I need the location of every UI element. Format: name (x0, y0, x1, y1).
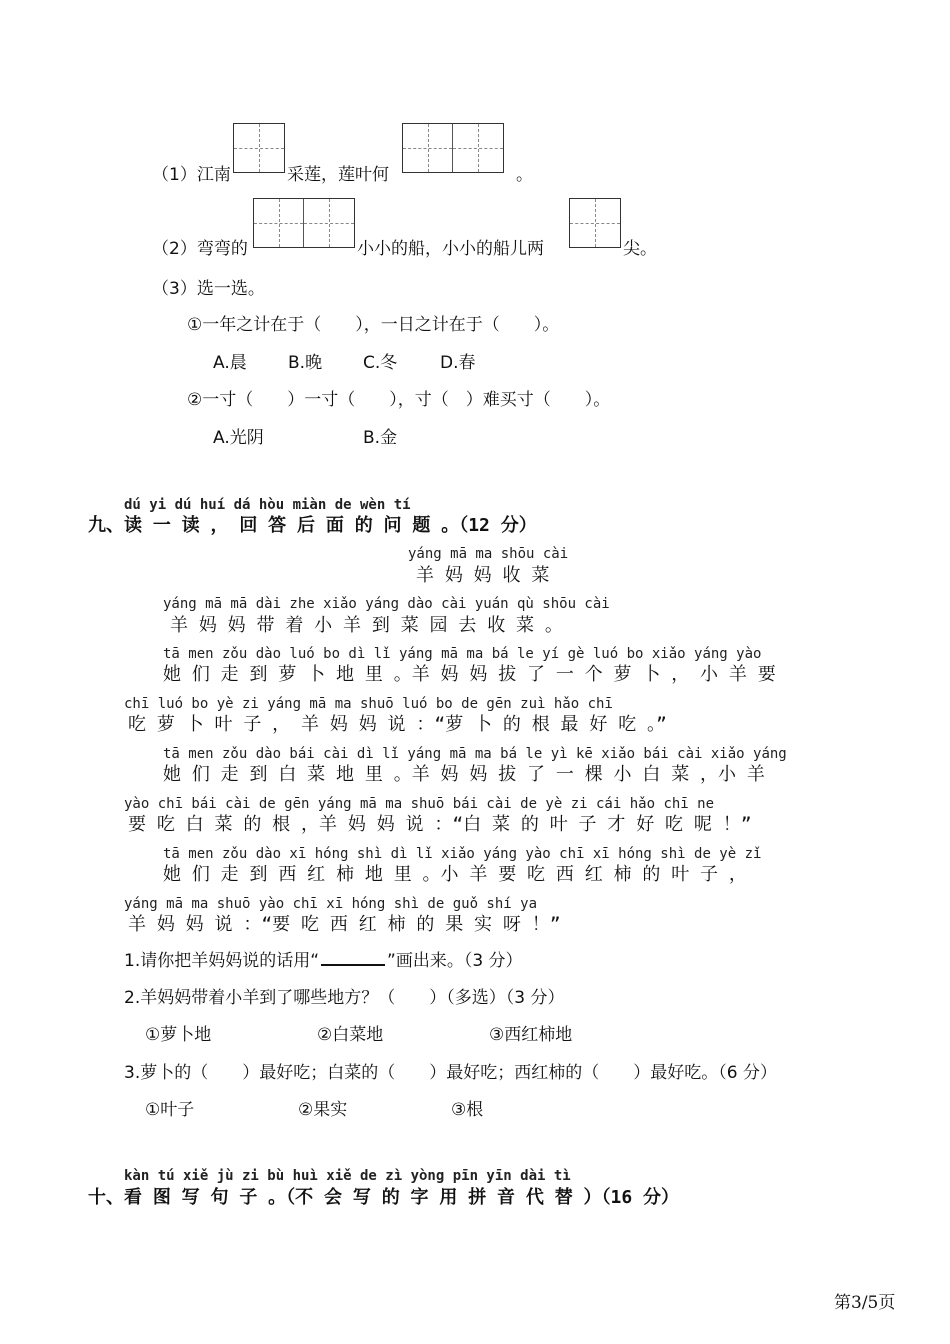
q9-heading-number: 九、 (88, 515, 124, 536)
q8-line2-prefix: （2）弯弯的 (152, 239, 248, 259)
passage-line-1-pinyin: yáng mā mā dài zhe xiǎo yáng dào cài yuán qù shōu cài (163, 596, 610, 612)
passage-line-6-pinyin: tā men zǒu dào xī hóng shì dì lǐ xiǎo yáng yào chī xī hóng shì de yè zǐ (163, 846, 762, 862)
q8-sub1-opt-d[interactable]: D.春 (440, 353, 476, 373)
passage-line-5: 要 吃 白 菜 的 根 ，羊 妈 妈 说 ：“白 菜 的 叶 子 才 好 吃 呢 ！” (128, 814, 752, 835)
grid-cell (453, 124, 503, 172)
q10-heading-number: 十、 (88, 1187, 124, 1208)
q9-q2-opt-3[interactable]: ③西红柿地 (489, 1025, 573, 1045)
q8-line1-mid: 采莲，莲叶何 (287, 165, 389, 185)
passage-line-3-pinyin: chī luó bo yè zi yáng mā ma shuō luó bo de gēn zuì hǎo chī (124, 696, 613, 712)
q8-sub2: ②一寸（ ）一寸（ ），寸（ ）难买寸（ ）。 (187, 390, 611, 410)
q9-heading-text: 读 一 读 ， 回 答 后 面 的 问 题 。（12 分） (124, 515, 537, 536)
q9-question-1 (124, 946, 523, 971)
passage-title-pinyin: yáng mā ma shōu cài (408, 546, 569, 562)
writing-grid-1[interactable] (233, 123, 285, 173)
q8-sub1: ①一年之计在于（ ），一日之计在于（ ）。 (187, 315, 560, 335)
passage-line-4-pinyin: tā men zǒu dào bái cài dì lǐ yáng mā ma bá le yì kē xiǎo bái cài xiǎo yáng (163, 746, 787, 762)
q8-line2-mid: 小小的船，小小的船儿两 (357, 239, 544, 259)
q8-line1-suffix: 。 (516, 165, 533, 185)
grid-cell (403, 124, 453, 172)
q8-sub2-opt-a[interactable]: A.光阴 (213, 428, 264, 448)
q8-sub2-opt-b[interactable]: B.金 (363, 428, 398, 448)
q10-heading-pinyin: kàn tú xiě jù zi bù huì xiě de zì yòng pīn yīn dài tì (124, 1168, 571, 1184)
q9-q3-opt-2[interactable]: ②果实 (298, 1100, 348, 1120)
passage-title: 羊 妈 妈 收 菜 (416, 565, 550, 586)
passage-line-3: 吃 萝 卜 叶 子 ， 羊 妈 妈 说 ：“萝 卜 的 根 最 好 吃 。” (128, 714, 667, 735)
q9-question-3: 3.萝卜的（ ）最好吃；白菜的（ ）最好吃；西红柿的（ ）最好吃。（6 分） (124, 1063, 777, 1083)
writing-grid-3[interactable] (253, 198, 355, 248)
passage-line-2-pinyin: tā men zǒu dào luó bo dì lǐ yáng mā ma bá le yí gè luó bo xiǎo yáng yào (163, 646, 762, 662)
passage-line-1: 羊 妈 妈 带 着 小 羊 到 菜 园 去 收 菜 。 (170, 615, 563, 636)
grid-cell (254, 199, 304, 247)
q9-question-2: 2.羊妈妈带着小羊到了哪些地方？（ ）（多选）（3 分） (124, 988, 565, 1008)
page-number: 第3/5页 (834, 1293, 896, 1313)
q8-line2-suffix: 尖。 (623, 239, 657, 259)
passage-line-7: 羊 妈 妈 说 ：“要 吃 西 红 柿 的 果 实 呀 ！” (128, 914, 561, 935)
q9-q2-opt-1[interactable]: ①萝卜地 (145, 1025, 212, 1045)
underline-sample (321, 950, 385, 966)
q10-heading-text: 看 图 写 句 子 。（不 会 写 的 字 用 拼 音 代 替 ）（16 分） (124, 1187, 680, 1208)
passage-line-2: 她 们 走 到 萝 卜 地 里 。羊 妈 妈 拔 了 一 个 萝 卜 ， 小 羊 要 (163, 664, 776, 685)
q8-line3-label: （3）选一选。 (152, 279, 265, 299)
q9-q3-opt-1[interactable]: ①叶子 (145, 1100, 195, 1120)
grid-cell (570, 199, 620, 247)
passage-line-7-pinyin: yáng mā ma shuō yào chī xī hóng shì de guǒ shí ya (124, 896, 538, 912)
writing-grid-2[interactable] (402, 123, 504, 173)
q9-question-1-after: ”画出来。（3 分） (387, 951, 523, 971)
q8-sub1-opt-a[interactable]: A.晨 (213, 353, 247, 373)
q9-question-1-before: 1.请你把羊妈妈说的话用“ (124, 951, 320, 971)
grid-cell (304, 199, 354, 247)
q9-heading-pinyin: dú yi dú huí dá hòu miàn de wèn tí (124, 497, 411, 513)
writing-grid-4[interactable] (569, 198, 621, 248)
q8-sub1-opt-c[interactable]: C.冬 (363, 353, 398, 373)
passage-line-5-pinyin: yào chī bái cài de gēn yáng mā ma shuō bái cài de yè zi cái hǎo chī ne (124, 796, 715, 812)
q8-line1-prefix: （1）江南 (152, 165, 231, 185)
passage-line-6: 她 们 走 到 西 红 柿 地 里 。小 羊 要 吃 西 红 柿 的 叶 子 ， (163, 864, 747, 885)
grid-cell (234, 124, 284, 172)
q8-sub1-opt-b[interactable]: B.晚 (288, 353, 323, 373)
q9-q3-opt-3[interactable]: ③根 (451, 1100, 484, 1120)
q9-q2-opt-2[interactable]: ②白菜地 (317, 1025, 384, 1045)
passage-line-4: 她 们 走 到 白 菜 地 里 。羊 妈 妈 拔 了 一 棵 小 白 菜 ，小 羊 (163, 764, 765, 785)
